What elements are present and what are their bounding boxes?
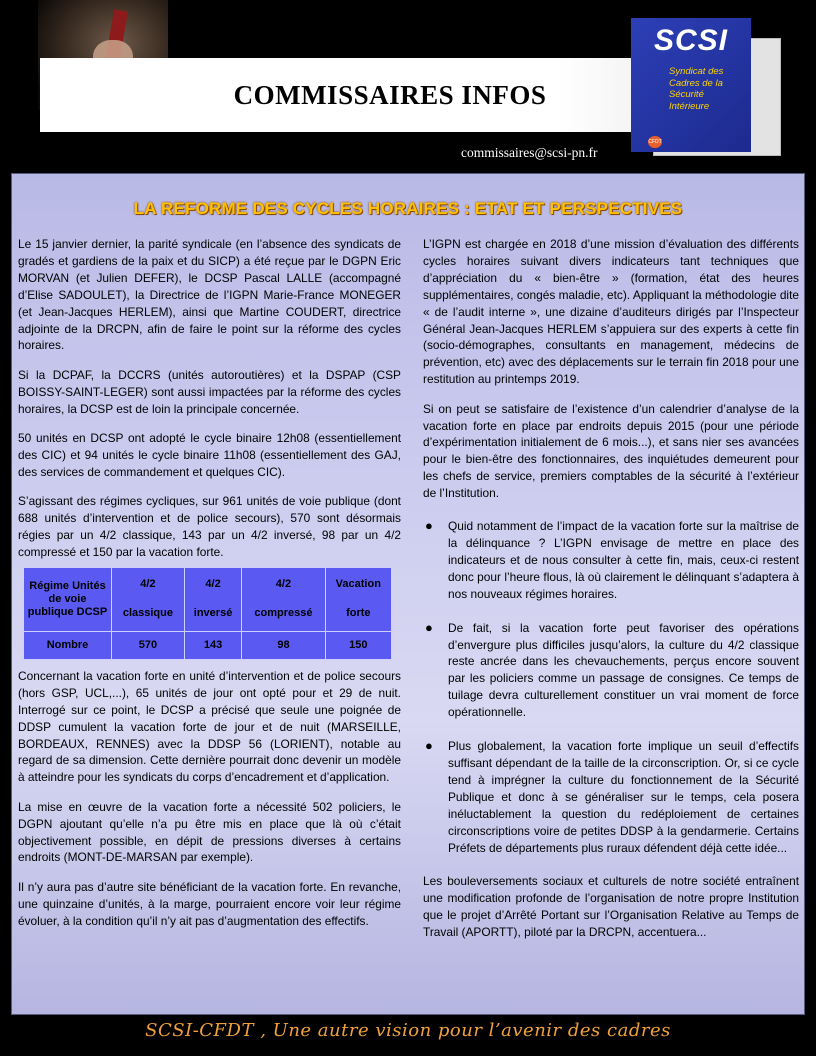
table-header-cell xyxy=(242,567,325,631)
table-row xyxy=(24,631,392,659)
col-top: Vacation xyxy=(335,578,381,591)
col-top: 4/2 xyxy=(275,578,292,591)
col-top: 4/2 xyxy=(205,578,221,591)
table-cell: 143 xyxy=(184,631,241,659)
table-header-cell xyxy=(112,567,185,631)
article-panel xyxy=(11,173,805,1015)
scsi-logo xyxy=(631,18,781,158)
paragraph: Concernant la vacation forte en unité d’intervention et de police secours (hors GSP, UCL,...), 65 unités de jour ont opté pour et 29 de nuit. Interrogé sur ce point, le DCSP a précisé que seule une poignée de DDSP cumulent la vacation forte de jour et de nuit (MARSEILLE, BORDEAUX, RENNES) avec la DDSP 56 (LORIENT), notable au regard de sa dimension. Cette dernière pourrait donc devenir un modèle à atteindre pour les syndicats du corps d’encadrement et d’application. xyxy=(18,668,401,785)
logo-box xyxy=(631,18,751,152)
col-bottom: forte xyxy=(346,607,371,620)
table-cell: 150 xyxy=(325,631,391,659)
bullet-list xyxy=(423,518,799,856)
col-top: 4/2 xyxy=(140,578,156,591)
logo-line: Intérieure xyxy=(669,100,710,112)
contact-email[interactable]: commissaires@scsi-pn.fr xyxy=(461,145,598,160)
list-item xyxy=(423,620,799,721)
logo-line: Cadres de la xyxy=(669,77,723,89)
list-item-text: De fait, si la vacation forte peut favoriser des opérations d’envergure plus difficiles jusqu’alors, la culture du 4/2 classique reste ancrée dans les chevauchements, perçus encore souvent par les policiers comme un passage de consignes. Ce temps de tuilage devra culturellement constituer un vrai moment de force opérationnelle. xyxy=(448,620,799,720)
table-cell: 570 xyxy=(112,631,185,659)
footer-slogan: SCSI-CFDT , Une autre vision pour l’avenir des cadres xyxy=(145,1020,671,1041)
paragraph: Le 15 janvier dernier, la parité syndicale (en l’absence des syndicats de gradés et gardiens de la paix et du SICP) a été reçue par le DGPN Eric MORVAN (et Julien DEFER), le DCSP Pascal LALLE (accompagné d’Elise SADOULET), la Directrice de l’IGPN Marie-France MONEGER (et Jean-Jacques HERLEM), ainsi que Martine COUDERT, directrice adjointe de la DRCPN, afin de faire le point sur la réforme des cycles horaires. xyxy=(18,237,401,353)
table-cell: 98 xyxy=(242,631,325,659)
table-header-cell xyxy=(325,567,391,631)
right-column xyxy=(423,236,799,954)
bullet-icon: ● xyxy=(425,738,433,754)
paragraph: L’IGPN est chargée en 2018 d’une mission d’évaluation des différents cycles horaires suivant divers indicateurs tant techniques que d’appréciation du « bien-être » (formation, état des heures supplémentaires, congés maladie, etc). Appliquant la méthodologie dite « de l’audit interne », une dizaine d’auditeurs dirigés par l’Inspecteur Général Jean-Jacques HERLEM s’appuiera sur des experts à cette fin (socio-démographes, consultants en management, médecins de prévention, etc) avec des déplacements sur le terrain fin 2018 pour une restitution au printemps 2019. xyxy=(423,237,799,387)
paragraph: Si on peut se satisfaire de l’existence d’un calendrier d’analyse de la vacation forte en place par endroits depuis 2015 (pour une période d’expérimentation initialement de 6 mois...), et sans nier ses avancées pour le bien-être des fonctionnaires, des inquiétudes demeurent pour les chefs de service, premiers comptables de la sécurité à l’extérieur de l’Institution. xyxy=(423,401,799,501)
col-bottom: classique xyxy=(122,607,173,620)
bullet-icon: ● xyxy=(425,619,433,635)
paragraph: Les bouleversements sociaux et culturels de notre société entraînent une modification profonde de l’organisation de notre propre Institution que le projet d’Arrêté Portant sur l’Organisation Relative au Temps de Travail (APORTT), piloté par la DRCPN, accentuera... xyxy=(423,874,799,940)
paragraph: Il n’y aura pas d’autre site bénéficiant de la vacation forte. En revanche, une quinzaine d’unités, à la marge, pourraient encore voir leur régime évoluer, à la condition qu’il n’y ait pas d’augmentation des effectifs. xyxy=(18,879,401,928)
table-header-row xyxy=(24,567,392,631)
col-bottom: inversé xyxy=(193,607,233,620)
page-title: COMMISSAIRES INFOS xyxy=(233,79,547,110)
list-item-text: Quid notamment de l’impact de la vacation forte sur la maîtrise de la délinquance ? L’IGPN envisage de mettre en place des indicateurs et de nous consulter à cette fin, mais, ceux-ci restent donc pour l’heure flous, là où clairement le délinquant s’adaptera à nos nouveaux régimes horaires. xyxy=(448,519,799,601)
cfdt-badge-icon: CFDT xyxy=(648,136,662,148)
col-bottom: compressé xyxy=(254,607,313,620)
article-headline: LA REFORME DES CYCLES HORAIRES : ETAT ET PERSPECTIVES xyxy=(133,199,683,218)
logo-line: Sécurité xyxy=(669,89,704,100)
bullet-icon: ● xyxy=(425,518,433,534)
list-item xyxy=(423,518,799,603)
logo-subtitle xyxy=(669,66,743,112)
left-column xyxy=(18,236,401,942)
table-header-cell xyxy=(184,567,241,631)
paragraph: La mise en œuvre de la vacation forte a nécessité 502 policiers, le DGPN ajoutant qu’elle n’a pu être mis en place que là où c’était objectivement possible, en dépit de pressions diverses à certains endroits (MONT-DE-MARSAN par exemple). xyxy=(18,799,401,865)
logo-line: Syndicat des xyxy=(669,66,724,77)
list-item xyxy=(423,738,799,856)
list-item-text: Plus globalement, la vacation forte implique un seuil d’effectifs suffisant dépendant de la taille de la circonscription. Or, si ce cycle tend à imprégner la culture du fonctionnement de la Sécurité Publique et donc à se généraliser sur le temps, cela posera inéluctablement la question du redéploiement de certaines circonscriptions voire de petites DDSP à la gendarmerie. Certains Préfets de départements plus ruraux défendent déjà cette idée... xyxy=(448,739,799,855)
table-row-label: Nombre xyxy=(24,631,112,659)
regime-table xyxy=(23,567,392,660)
table-header-cell: Régime Unités de voie publique DCSP xyxy=(24,567,112,631)
logo-acronym: SCSI xyxy=(653,24,729,57)
paragraph: S’agissant des régimes cycliques, sur 961 unités de voie publique (dont 688 unités d’intervention et de police secours), 570 sont désormais régies par un 4/2 classique, 143 par un 4/2 inversé, 98 par un 4/2 compressé et 150 par la vacation forte. xyxy=(18,494,401,559)
paragraph: Si la DCPAF, la DCCRS (unités autoroutières) et la DSPAP (CSP BOISSY-SAINT-LEGER) sont aussi impactées par la réforme des cycles horaires, la DCSP est de loin la principale concernée. xyxy=(18,367,401,416)
paragraph: 50 unités en DCSP ont adopté le cycle binaire 12h08 (essentiellement des CIC) et 94 unités le cycle binaire 11h08 (essentiellement des GAJ, des services de commandement et quelques CIC). xyxy=(18,431,401,479)
